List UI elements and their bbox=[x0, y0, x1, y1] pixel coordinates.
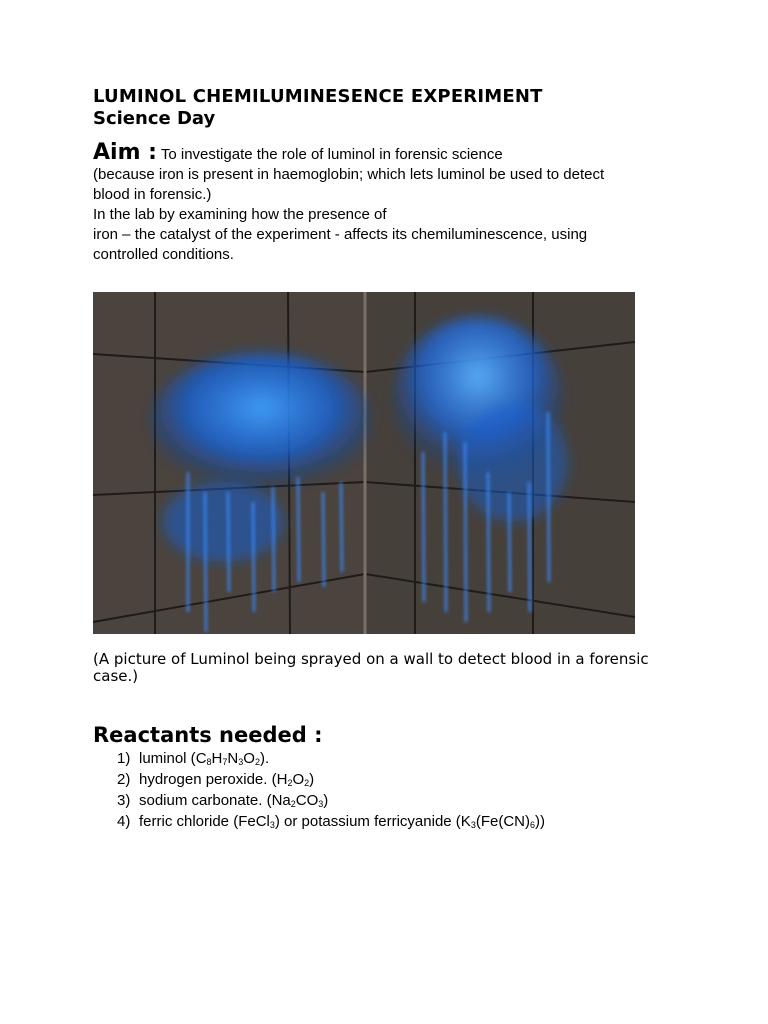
list-number: 3) bbox=[117, 792, 131, 809]
reactant-suffix: ). bbox=[259, 750, 270, 767]
aim-text-3: blood in forensic.) bbox=[93, 186, 212, 203]
formula-element: C bbox=[195, 750, 207, 767]
reactants-heading: Reactants needed : bbox=[93, 723, 323, 747]
photo-caption bbox=[93, 651, 693, 685]
reactant-suffix: ) bbox=[309, 771, 315, 788]
document-title: LUMINOL CHEMILUMINESENCE EXPERIMENT bbox=[93, 86, 543, 107]
aim-text-4: In the lab by examining how the presence of bbox=[93, 206, 387, 223]
photo-caption-line-1: (A picture of Luminol being sprayed on a wall to detect blood in a forensic bbox=[93, 650, 649, 668]
formula-element: K bbox=[460, 813, 471, 830]
aim-text-6: controlled conditions. bbox=[93, 246, 234, 263]
reactant-name: luminol ( bbox=[139, 750, 196, 767]
formula-subscript: 7 bbox=[222, 757, 228, 767]
aim-text-5: iron – the catalyst of the experiment - affects its chemiluminescence, using bbox=[93, 226, 588, 243]
formula-subscript: 3 bbox=[318, 799, 324, 809]
formula-subscript: 3 bbox=[470, 820, 476, 830]
reactant-suffix: )) bbox=[535, 813, 545, 830]
formula-subscript: 2 bbox=[304, 778, 310, 788]
list-number: 1) bbox=[117, 750, 131, 767]
formula-subscript: 2 bbox=[287, 778, 293, 788]
aim-text-1: To investigate the role of luminol in forensic science bbox=[160, 146, 503, 163]
list-item bbox=[117, 769, 545, 790]
list-number: 2) bbox=[117, 771, 131, 788]
list-item bbox=[117, 790, 545, 811]
formula-element: Na bbox=[271, 792, 291, 809]
formula-subscript: 2 bbox=[254, 757, 260, 767]
aim-text-2: (because iron is present in haemoglobin; which lets luminol be used to detect bbox=[93, 166, 605, 183]
reactants-list bbox=[117, 748, 545, 832]
list-item bbox=[117, 748, 545, 769]
formula-subscript: 3 bbox=[238, 757, 244, 767]
reactant-name-alt: ) or potassium ferricyanide ( bbox=[274, 813, 461, 830]
aim-line-1 bbox=[93, 140, 693, 165]
formula-element: H bbox=[276, 771, 288, 788]
formula-element: CO bbox=[295, 792, 319, 809]
photo-caption-line-2: case.) bbox=[93, 667, 139, 685]
reactant-name: sodium carbonate. ( bbox=[139, 792, 272, 809]
list-number: 4) bbox=[117, 813, 131, 830]
formula-subscript: 6 bbox=[529, 820, 535, 830]
formula-element: N bbox=[227, 750, 239, 767]
formula-subscript: 3 bbox=[269, 820, 275, 830]
formula-subscript: 2 bbox=[290, 799, 296, 809]
reactant-name: hydrogen peroxide. ( bbox=[139, 771, 277, 788]
document-subtitle: Science Day bbox=[93, 108, 216, 129]
formula-element: O bbox=[243, 750, 255, 767]
formula-subscript: 8 bbox=[206, 757, 212, 767]
formula-element: (Fe(CN) bbox=[475, 813, 530, 830]
formula-element: O bbox=[292, 771, 305, 788]
aim-section bbox=[93, 140, 693, 265]
formula-element: H bbox=[211, 750, 223, 767]
reactant-suffix: ) bbox=[323, 792, 329, 809]
list-item bbox=[117, 811, 545, 832]
reactant-name: ferric chloride ( bbox=[139, 813, 239, 830]
formula-element: FeCl bbox=[238, 813, 270, 830]
luminol-wall-photo bbox=[93, 292, 635, 634]
aim-label: Aim : bbox=[93, 140, 157, 165]
